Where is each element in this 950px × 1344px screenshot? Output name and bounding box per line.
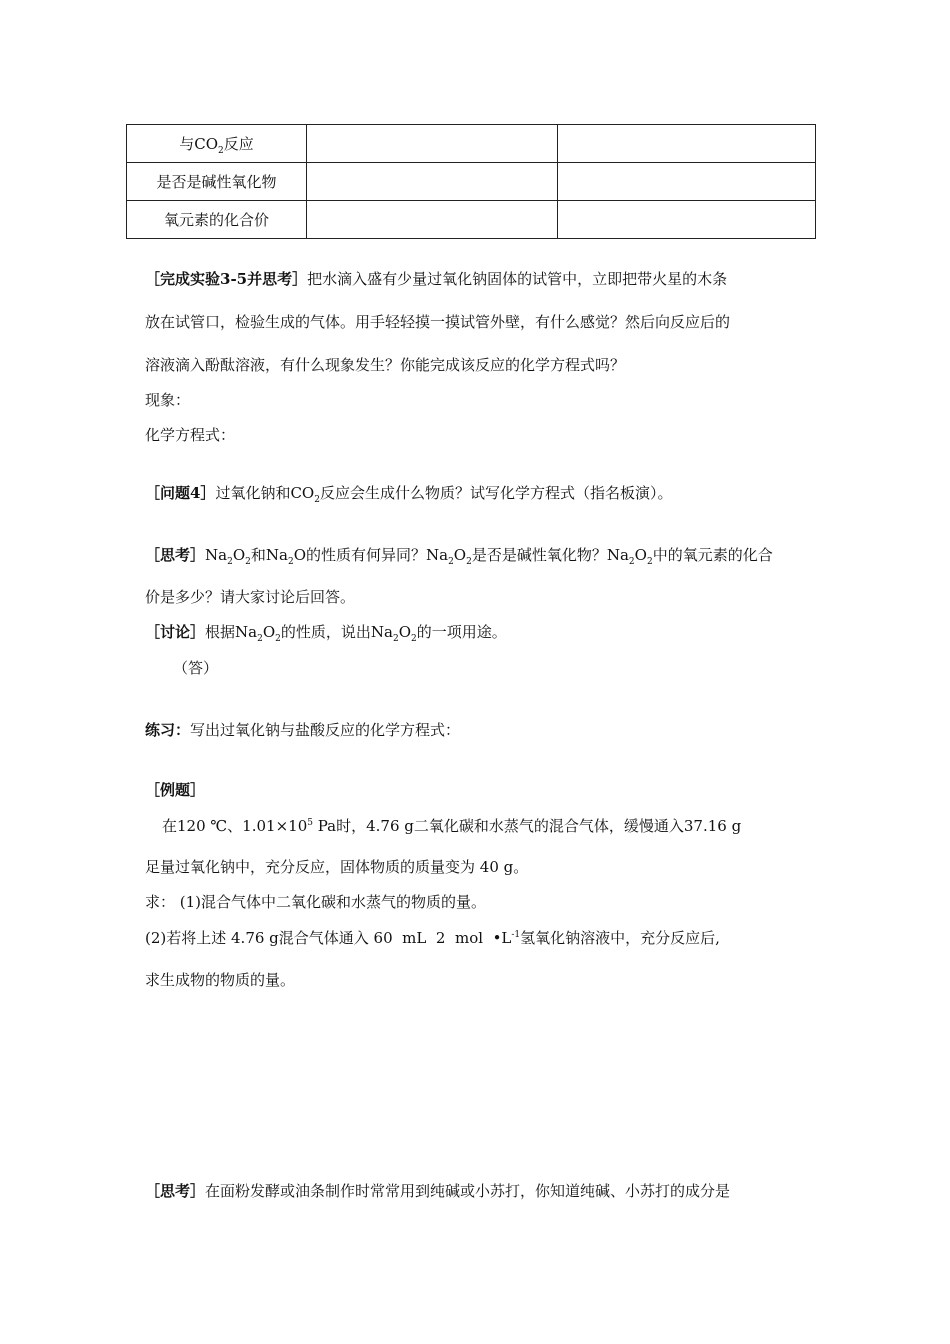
table-cell xyxy=(307,125,558,163)
discussion: ［讨论］根据$Na_2O_2$的性质，说出$Na_2O_2$的一项用途。 xyxy=(145,623,507,644)
question-4: ［问题4］过氧化钠和$CO_2$反应会生成什么物质？试写化学方程式（指名板演）。 xyxy=(145,484,673,505)
think-2: ［思考］在面粉发酵或油条制作时常常用到纯碱或小苏打，你知道纯碱、小苏打的成分是 xyxy=(145,1182,731,1200)
think-1-line-1: ［思考$]Na_2O_2$和$Na_2O$的性质有何异同？$Na_2O_2$是否是碱性氧化物？$Na_2O_2$中的氧元素的化合 xyxy=(145,546,773,567)
experiment-line-2: 放在试管口，检验生成的气体。用手轻轻摸一摸试管外壁，有什么感觉？然后向反应后的 xyxy=(145,313,731,331)
experiment-line-3: 溶液滴入酚酞溶液，有什么现象发生？你能完成该反应的化学方程式吗？ xyxy=(145,356,626,374)
example-tag: ［例题］ xyxy=(145,781,206,799)
experiment-line-1: ［完成实验3-5并思考］把水滴入盛有少量过氧化钠固体的试管中，立即把带火星的木条 xyxy=(145,270,728,288)
table-row xyxy=(127,125,816,163)
table-cell xyxy=(558,125,816,163)
example-line-2: 足量过氧化钠中，充分反应，固体物质的质量变为 40 g。 xyxy=(145,858,529,876)
table-row xyxy=(127,163,816,201)
table-cell xyxy=(307,201,558,239)
example-line-5: 求生成物的物质的量。 xyxy=(145,971,296,989)
table-cell xyxy=(558,163,816,201)
row-label: 与$CO_2$反应 xyxy=(127,125,307,163)
equation-label: 化学方程式： xyxy=(145,426,236,444)
example-line-1: 在120 ℃、$1.01\times 10^5$ Pa时，4.76 g二氧化碳和水蒸气的混合气体，缓慢通入37.16 g xyxy=(162,817,742,835)
think-1-line-2: 价是多少？请大家讨论后回答。 xyxy=(145,588,356,606)
row-label: 氧元素的化合价 xyxy=(127,201,307,239)
table-row xyxy=(127,201,816,239)
experiment-tag: ［完成实验3-5并思考］ xyxy=(145,270,308,288)
example-line-3: 求： (1)混合气体中二氧化碳和水蒸气的物质的量。 xyxy=(145,893,487,911)
answer-label: （答） xyxy=(173,659,219,677)
table-cell xyxy=(307,163,558,201)
table-cell xyxy=(558,201,816,239)
properties-table xyxy=(126,124,816,239)
row-label: 是否是碱性氧化物 xyxy=(127,163,307,201)
practice: 练习：写出过氧化钠与盐酸反应的化学方程式： xyxy=(145,721,461,739)
phenomenon-label: 现象： xyxy=(145,391,191,409)
example-line-4: (2)若将上述 4.76 g混合气体通入 60 mL 2 mol $•L^{-1}$氢氧化钠溶液中，充分反应后, xyxy=(145,929,720,947)
